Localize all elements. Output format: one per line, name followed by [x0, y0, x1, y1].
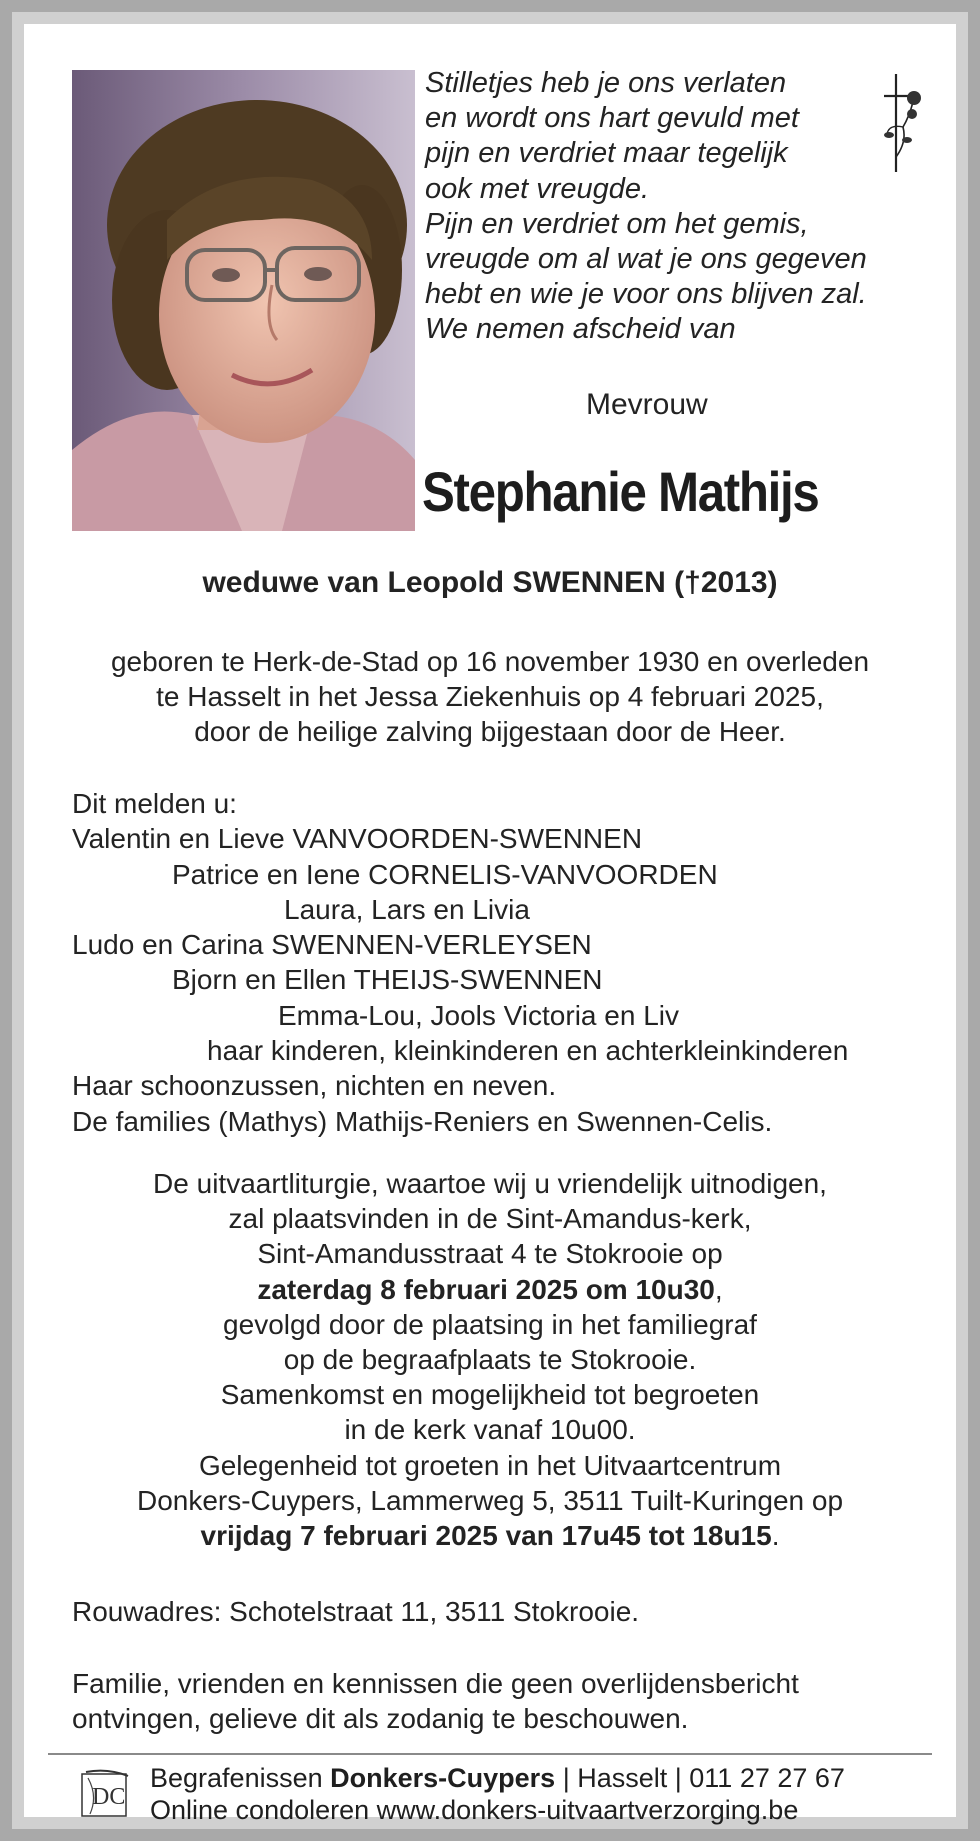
logo-letters: DC [92, 1784, 126, 1810]
funeral-home-contact: | Hasselt | 011 27 27 67 [555, 1763, 845, 1793]
family-line: De families (Mathys) Mathijs-Reniers en Swennen-Celis. [72, 1105, 773, 1137]
footer-divider [48, 1753, 932, 1755]
visitation-suffix: . [771, 1520, 780, 1552]
family-line: Valentin en Lieve VANVOORDEN-SWENNEN [72, 823, 643, 855]
funeral-date: zaterdag 8 februari 2025 om 10u30 [257, 1273, 715, 1305]
salutation: Mevrouw [586, 388, 708, 421]
family-list [72, 786, 952, 1139]
family-line: Patrice en Iene CORNELIS-VANVOORDEN [172, 858, 718, 890]
note-line: Familie, vrienden en kennissen die geen overlijdensbericht [72, 1668, 799, 1699]
poem-line: pijn en verdriet maar tegelijk [425, 137, 788, 170]
obituary-content [24, 24, 956, 1825]
funeral-line: Gelegenheid tot groeten in het Uitvaartcentrum [198, 1449, 782, 1481]
family-line: haar kinderen, kleinkinderen en achterkleinkinderen [207, 1035, 849, 1067]
family-line: Laura, Lars en Livia [284, 893, 530, 925]
deceased-name: Stephanie Mathijs [422, 460, 819, 523]
portrait-photo [72, 70, 415, 531]
funeral-home-name: Donkers-Cuypers [330, 1763, 556, 1793]
visitation-time: vrijdag 7 februari 2025 van 17u45 tot 18u15 [200, 1520, 772, 1552]
mourning-address: Rouwadres: Schotelstraat 11, 3511 Stokrooie. [72, 1596, 640, 1627]
obituary-card [12, 12, 968, 1829]
poem-line: vreugde om al wat je ons gegeven [425, 243, 867, 276]
funeral-home-line [150, 1762, 845, 1794]
poem [425, 66, 915, 348]
poem-line: Pijn en verdriet om het gemis, [425, 207, 809, 240]
poem-line: hebt en wie je voor ons blijven zal. [425, 278, 867, 311]
funeral-details [24, 1166, 956, 1553]
funeral-line: Samenkomst en mogelijkheid tot begroeten [220, 1379, 760, 1411]
poem-line: Stilletjes heb je ons verlaten [425, 67, 787, 99]
visitation-line [24, 1518, 956, 1553]
widow-line: weduwe van Leopold SWENNEN (†2013) [202, 566, 778, 599]
funeral-home-footer [150, 1762, 845, 1826]
poem-line: en wordt ons hart gevuld met [425, 102, 799, 135]
cross-with-rose-icon [879, 72, 925, 176]
funeral-line: Sint-Amandusstraat 4 te Stokrooie op [257, 1238, 723, 1270]
birth-death-statement [24, 644, 956, 749]
funeral-home-prefix: Begrafenissen [150, 1763, 331, 1793]
birth-line: te Hasselt in het Jessa Ziekenhuis op 4 februari 2025, [156, 681, 824, 712]
family-line: Bjorn en Ellen THEIJS-SWENNEN [172, 964, 603, 996]
funeral-line: op de begraafplaats te Stokrooie. [283, 1344, 697, 1376]
funeral-line: zal plaatsvinden in de Sint-Amandus-kerk, [228, 1203, 752, 1235]
funeral-line: gevolgd door de plaatsing in het familiegraf [223, 1308, 757, 1340]
note-line: ontvingen, gelieve dit als zodanig te beschouwen. [72, 1703, 689, 1734]
family-line: Ludo en Carina SWENNEN-VERLEYSEN [72, 929, 592, 961]
funeral-date-line [24, 1272, 956, 1307]
funeral-line: De uitvaartliturgie, waartoe wij u vriendelijk uitnodigen, [153, 1168, 827, 1199]
funeral-date-suffix: , [714, 1273, 723, 1305]
family-line: Haar schoonzussen, nichten en neven. [72, 1070, 557, 1102]
condolence-link[interactable]: Online condoleren www.donkers-uitvaartverzorging.be [150, 1795, 799, 1825]
funeral-line: in de kerk vanaf 10u00. [344, 1414, 636, 1446]
funeral-line: Donkers-Cuypers, Lammerweg 5, 3511 Tuilt-Kuringen op [136, 1484, 844, 1516]
donkers-cuypers-logo [78, 1766, 132, 1820]
family-intro: Dit melden u: [72, 788, 237, 819]
family-line: Emma-Lou, Jools Victoria en Liv [278, 999, 679, 1031]
poem-line: ook met vreugde. [425, 172, 650, 205]
birth-line: geboren te Herk-de-Stad op 16 november 1930 en overleden [110, 646, 870, 677]
birth-line: door de heilige zalving bijgestaan door de Heer. [194, 716, 786, 747]
poem-line: We nemen afscheid van [425, 313, 736, 346]
notice-note [72, 1666, 799, 1736]
